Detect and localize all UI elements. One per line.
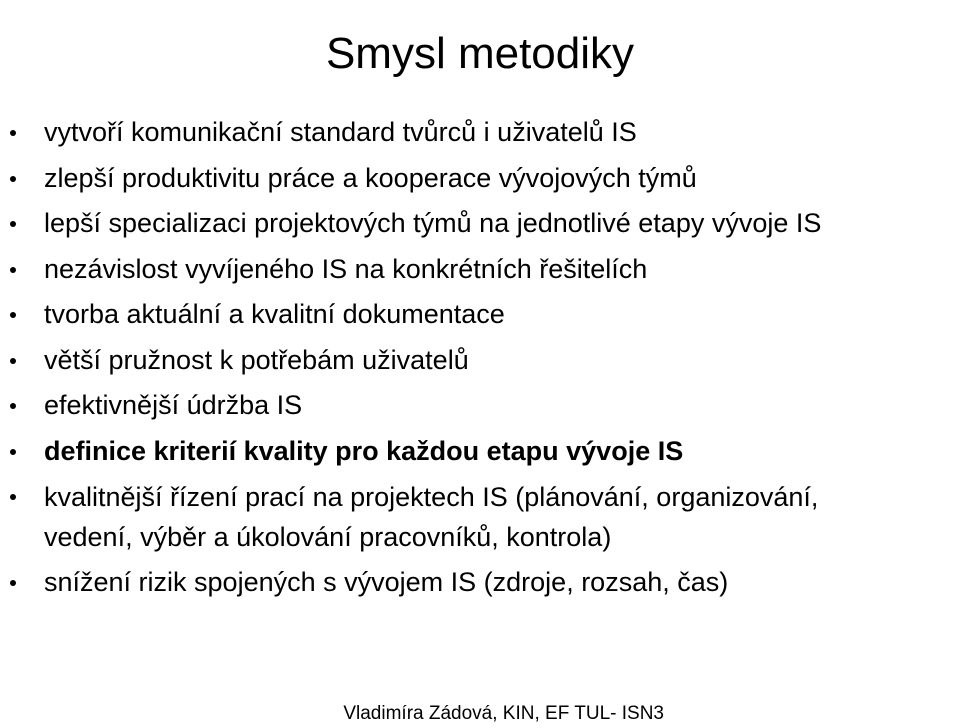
- bullet-icon: [10, 312, 16, 318]
- bullet-text-line-1: kvalitnější řízení prací na projektech IS (plánování, organizování,: [44, 481, 819, 512]
- bullet-icon: [10, 176, 16, 182]
- bullet-icon: [10, 403, 16, 409]
- bullet-icon: [10, 494, 16, 500]
- bullet-icon: [10, 221, 16, 227]
- bullet-text: větší pružnost k potřebám uživatelů: [44, 344, 469, 375]
- slide-title: Smysl metodiky: [325, 29, 635, 79]
- slide-footer: Vladimíra Zádová, KIN, EF TUL- ISN3: [343, 703, 664, 724]
- bullet-icon: [10, 358, 16, 364]
- bullet-icon: [10, 130, 16, 136]
- bullet-item: [0, 338, 960, 384]
- bullet-item: [0, 201, 960, 247]
- bullet-list: [0, 110, 960, 605]
- bullet-item: [0, 383, 960, 429]
- bullet-icon: [10, 580, 16, 586]
- bullet-text: snížení rizik spojených s vývojem IS (zdroje, rozsah, čas): [44, 566, 729, 597]
- bullet-text: tvorba aktuální a kvalitní dokumentace: [44, 299, 505, 329]
- bullet-icon: [10, 449, 16, 455]
- bullet-item: [0, 474, 960, 560]
- bullet-text: lepší specializaci projektových týmů na jednotlivé etapy vývoje IS: [44, 208, 822, 238]
- bullet-item-bold: [0, 429, 960, 475]
- bullet-item: [0, 247, 960, 293]
- bullet-text: zlepší produktivitu práce a kooperace vývojových týmů: [44, 162, 697, 193]
- bullet-item: [0, 156, 960, 202]
- bullet-text: nezávislost vyvíjeného IS na konkrétních řešitelích: [44, 253, 648, 284]
- bullet-item: [0, 292, 960, 338]
- bullet-text-line-2: vedení, výběr a úkolování pracovníků, kontrola): [44, 521, 612, 552]
- bullet-text: vytvoří komunikační standard tvůrců i uživatelů IS: [44, 117, 637, 147]
- bullet-text: definice kriterií kvality pro každou etapu vývoje IS: [44, 435, 684, 466]
- bullet-text: efektivnější údržba IS: [44, 390, 303, 420]
- bullet-icon: [10, 267, 16, 273]
- bullet-item: [0, 110, 960, 156]
- bullet-item: [0, 560, 960, 606]
